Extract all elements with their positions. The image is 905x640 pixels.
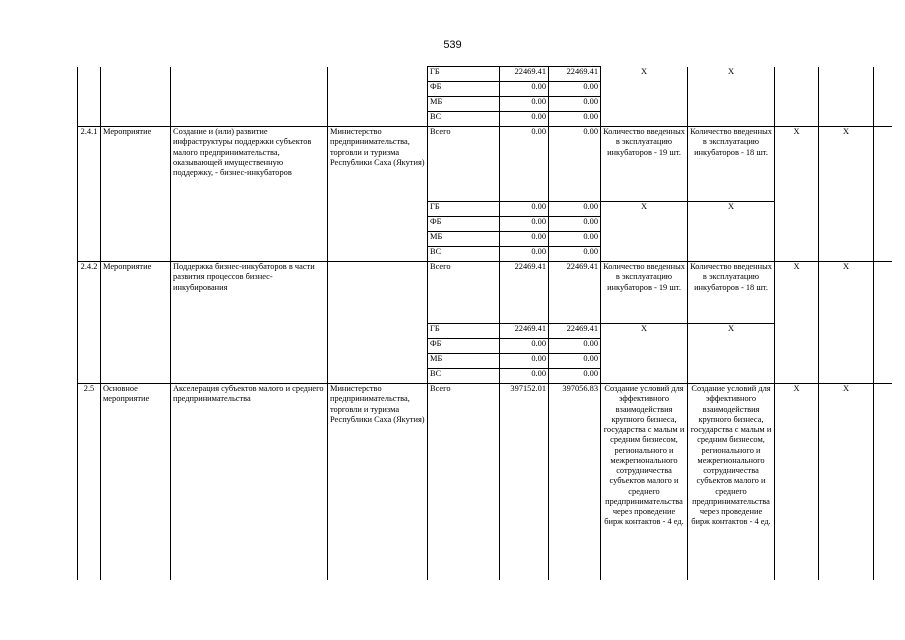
item-type: Мероприятие <box>101 262 171 384</box>
x-cell: Х <box>775 384 819 581</box>
item-executor: Министерство предпринимательства, торговли и туризма Республики Саха (Якутия) <box>328 127 428 262</box>
item-number: 2.5 <box>78 384 101 581</box>
indicator-cell: Х <box>601 202 688 262</box>
indicator-cell: Количество введенных в эксплуатацию инкубаторов - 19 шт. <box>601 127 688 202</box>
value-cell: 22469.41 <box>500 324 549 339</box>
indicator-cell: Количество введенных в эксплуатацию инкубаторов - 18 шт. <box>688 127 775 202</box>
source-cell: МБ <box>428 232 500 247</box>
value-cell: 0.00 <box>549 97 601 112</box>
value-cell: 0.00 <box>549 202 601 217</box>
page-number: 539 <box>443 39 462 51</box>
value-cell: 0.00 <box>549 369 601 384</box>
item-executor <box>328 262 428 384</box>
x-cell: Х <box>775 262 819 384</box>
item-type: Мероприятие <box>101 127 171 262</box>
value-cell: 0.00 <box>549 112 601 127</box>
source-cell: Всего <box>428 262 500 324</box>
value-cell: 22469.41 <box>549 262 601 324</box>
value-cell: 0.00 <box>549 232 601 247</box>
item-name: Поддержка бизнес-инкубаторов в части развития процессов бизнес-инкубирования <box>171 262 328 384</box>
value-cell: 0.00 <box>500 354 549 369</box>
value-cell: 0.00 <box>500 369 549 384</box>
item-name: Создание и (или) развитие инфраструктуры поддержки субъектов малого предпринимательства, оказывающей имущественную поддержку, - бизнес-инкубаторов <box>171 127 328 262</box>
value-cell: 0.00 <box>500 339 549 354</box>
x-cell: Х <box>819 262 874 384</box>
program-table <box>77 66 892 580</box>
source-cell: ВС <box>428 112 500 127</box>
indicator-cell: Количество введенных в эксплуатацию инкубаторов - 18 шт. <box>688 262 775 324</box>
indicator-cell: Х <box>601 324 688 384</box>
source-cell: ФБ <box>428 217 500 232</box>
source-cell: ВС <box>428 369 500 384</box>
value-cell: 0.00 <box>500 127 549 202</box>
indicator-cell: Х <box>688 67 775 127</box>
x-cell: Х <box>819 384 874 581</box>
indicator-cell: Создание условий для эффективного взаимодействия крупного бизнеса, государства с малым и средним бизнесом, регионального и межрегионального сотрудничества субъектов малого и среднего предпринимательства через проведение бирж контактов - 4 ед. <box>601 384 688 581</box>
value-cell: 397056.83 <box>549 384 601 581</box>
value-cell: 0.00 <box>549 247 601 262</box>
source-cell: ГБ <box>428 202 500 217</box>
indicator-cell: Х <box>688 324 775 384</box>
source-cell: МБ <box>428 354 500 369</box>
value-cell: 397152.01 <box>500 384 549 581</box>
indicator-cell: Х <box>688 202 775 262</box>
source-cell: ГБ <box>428 324 500 339</box>
indicator-cell: Количество введенных в эксплуатацию инкубаторов - 19 шт. <box>601 262 688 324</box>
x-cell: Х <box>775 127 819 262</box>
source-cell: ГБ <box>428 67 500 82</box>
source-cell: ВС <box>428 247 500 262</box>
value-cell: 0.00 <box>500 202 549 217</box>
value-cell: 0.00 <box>549 354 601 369</box>
value-cell: 22469.41 <box>500 67 549 82</box>
value-cell: 22469.41 <box>549 67 601 82</box>
value-cell: 0.00 <box>500 217 549 232</box>
indicator-cell: Х <box>601 67 688 127</box>
table-row <box>78 384 892 581</box>
value-cell: 22469.41 <box>549 324 601 339</box>
value-cell: 0.00 <box>549 82 601 97</box>
value-cell: 22469.41 <box>500 262 549 324</box>
source-cell: МБ <box>428 97 500 112</box>
item-number: 2.4.2 <box>78 262 101 384</box>
table-row <box>78 67 892 82</box>
source-cell: Всего <box>428 384 500 581</box>
value-cell: 0.00 <box>500 82 549 97</box>
source-cell: ФБ <box>428 339 500 354</box>
x-cell: Х <box>819 127 874 262</box>
item-number: 2.4.1 <box>78 127 101 262</box>
value-cell: 0.00 <box>500 97 549 112</box>
value-cell: 0.00 <box>549 217 601 232</box>
item-executor: Министерство предпринимательства, торговли и туризма Республики Саха (Якутия) <box>328 384 428 581</box>
table-row <box>78 262 892 324</box>
value-cell: 0.00 <box>500 112 549 127</box>
item-type: Основное мероприятие <box>101 384 171 581</box>
source-cell: ФБ <box>428 82 500 97</box>
value-cell: 0.00 <box>549 339 601 354</box>
source-cell: Всего <box>428 127 500 202</box>
table-row <box>78 127 892 202</box>
item-name: Акселерация субъектов малого и среднего предпринимательства <box>171 384 328 581</box>
value-cell: 0.00 <box>500 247 549 262</box>
value-cell: 0.00 <box>549 127 601 202</box>
value-cell: 0.00 <box>500 232 549 247</box>
indicator-cell: Создание условий для эффективного взаимодействия крупного бизнеса, государства с малым и средним бизнесом, регионального и межрегионального сотрудничества субъектов малого и среднего предпринимательства через проведение бирж контактов - 4 ед. <box>688 384 775 581</box>
